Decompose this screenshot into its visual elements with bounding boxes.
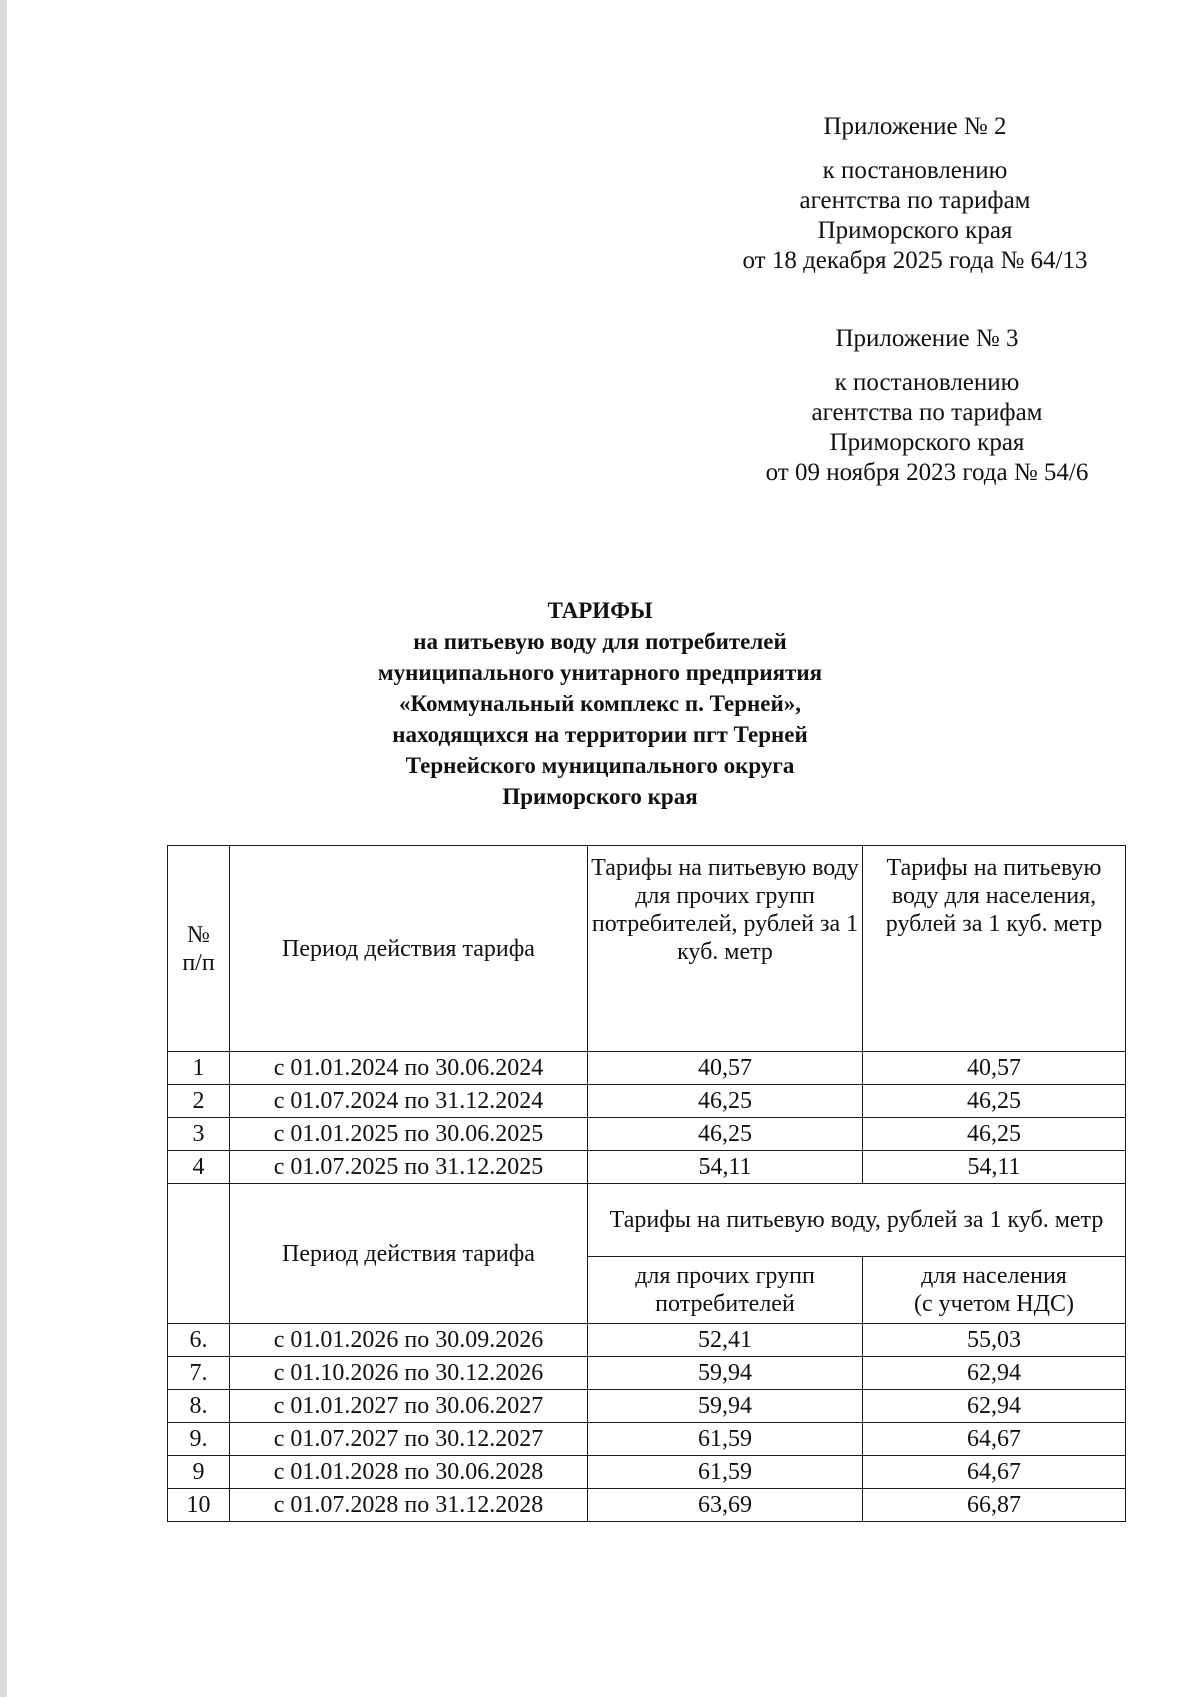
row-others-tariff: 63,69 — [588, 1489, 863, 1522]
row-period: с 01.07.2028 по 31.12.2028 — [230, 1489, 588, 1522]
row-others-tariff: 59,94 — [588, 1390, 863, 1423]
row-population-tariff: 54,11 — [863, 1151, 1126, 1184]
appendix-3-line3: Приморского края — [829, 429, 1025, 456]
appendix-2-line2: агентства по тарифам — [799, 187, 1031, 214]
header2-number-empty — [168, 1184, 230, 1324]
table-row — [168, 1357, 1126, 1390]
row-period: с 01.10.2026 по 30.12.2026 — [230, 1357, 588, 1390]
row-others-tariff: 40,57 — [588, 1052, 863, 1085]
header-others: Тарифы на питьевую воду для прочих групп потребителей, рублей за 1 куб. метр — [588, 846, 863, 1052]
row-period: с 01.07.2024 по 31.12.2024 — [230, 1085, 588, 1118]
title-line3: муниципального унитарного предприятия — [377, 660, 823, 685]
title-line5: находящихся на территории пгт Терней — [392, 722, 808, 747]
appendix-2-label: Приложение № 2 — [823, 113, 1007, 140]
row-population-tariff: 46,25 — [863, 1118, 1126, 1151]
header2-others-line2: потребителей — [655, 1291, 795, 1317]
row-population-tariff: 64,67 — [863, 1423, 1126, 1456]
appendix-2-line4: от 18 декабря 2025 года № 64/13 — [742, 247, 1088, 274]
title-line4: «Коммунальный комплекс п. Терней», — [398, 691, 802, 716]
appendix-3-label: Приложение № 3 — [835, 325, 1019, 352]
row-period: с 01.01.2028 по 30.06.2028 — [230, 1456, 588, 1489]
table-row — [168, 1052, 1126, 1085]
row-number: 10 — [168, 1489, 230, 1522]
header2-population-line1: для населения — [921, 1263, 1067, 1289]
row-population-tariff: 62,94 — [863, 1390, 1126, 1423]
title-line6: Тернейского муниципального округа — [405, 753, 795, 778]
title-line1: ТАРИФЫ — [547, 598, 653, 623]
header2-population-line2: (с учетом НДС) — [914, 1291, 1074, 1317]
header-population: Тарифы на питьевую воду для населения, рублей за 1 куб. метр — [863, 846, 1126, 1052]
table-row — [168, 1151, 1126, 1184]
row-population-tariff: 62,94 — [863, 1357, 1126, 1390]
appendix-3-line2: агентства по тарифам — [811, 399, 1043, 426]
row-number: 2 — [168, 1085, 230, 1118]
appendix-3-line4: от 09 ноября 2023 года № 54/6 — [765, 459, 1089, 486]
table-row — [168, 1423, 1126, 1456]
row-period: с 01.01.2027 по 30.06.2027 — [230, 1390, 588, 1423]
row-period: с 01.01.2024 по 30.06.2024 — [230, 1052, 588, 1085]
table-row — [168, 1118, 1126, 1151]
row-population-tariff: 55,03 — [863, 1324, 1126, 1357]
header2-others — [588, 1257, 863, 1324]
row-others-tariff: 61,59 — [588, 1423, 863, 1456]
appendix-3-line1: к постановлению — [834, 369, 1020, 396]
header-number-line1: № — [187, 921, 210, 948]
row-number: 8. — [168, 1390, 230, 1423]
row-others-tariff: 54,11 — [588, 1151, 863, 1184]
header2-population — [863, 1257, 1126, 1324]
table-row — [168, 1085, 1126, 1118]
appendix-2-block — [700, 112, 1130, 276]
row-number: 9. — [168, 1423, 230, 1456]
row-population-tariff: 46,25 — [863, 1085, 1126, 1118]
row-number: 6. — [168, 1324, 230, 1357]
row-period: с 01.07.2027 по 30.12.2027 — [230, 1423, 588, 1456]
header2-others-line1: для прочих групп — [635, 1263, 815, 1289]
row-others-tariff: 46,25 — [588, 1085, 863, 1118]
row-population-tariff: 64,67 — [863, 1456, 1126, 1489]
row-number: 4 — [168, 1151, 230, 1184]
row-number: 9 — [168, 1456, 230, 1489]
table-row — [168, 1324, 1126, 1357]
row-number: 7. — [168, 1357, 230, 1390]
header-period: Период действия тарифа — [230, 846, 588, 1052]
row-period: с 01.07.2025 по 31.12.2025 — [230, 1151, 588, 1184]
header-number-line2: п/п — [182, 949, 215, 976]
title-line2: на питьевую воду для потребителей — [413, 629, 787, 654]
appendix-2-line3: Приморского края — [817, 217, 1013, 244]
appendix-2-line1: к постановлению — [822, 157, 1008, 184]
table-row — [168, 1489, 1126, 1522]
row-number: 1 — [168, 1052, 230, 1085]
title-line7: Приморского края — [502, 784, 698, 809]
row-period: с 01.01.2026 по 30.09.2026 — [230, 1324, 588, 1357]
row-population-tariff: 40,57 — [863, 1052, 1126, 1085]
scan-edge — [0, 0, 7, 1697]
appendix-3-block — [712, 324, 1142, 488]
table-row — [168, 1456, 1126, 1489]
document-title — [300, 595, 900, 812]
table-row — [168, 1390, 1126, 1423]
row-period: с 01.01.2025 по 30.06.2025 — [230, 1118, 588, 1151]
row-others-tariff: 52,41 — [588, 1324, 863, 1357]
header-number — [168, 846, 230, 1052]
table2-header-row — [168, 1184, 1126, 1257]
row-others-tariff: 46,25 — [588, 1118, 863, 1151]
table1-header-row — [168, 846, 1126, 1052]
row-others-tariff: 61,59 — [588, 1456, 863, 1489]
tariff-table — [167, 845, 1126, 1522]
row-others-tariff: 59,94 — [588, 1357, 863, 1390]
header2-group: Тарифы на питьевую воду, рублей за 1 куб. метр — [588, 1184, 1126, 1257]
header2-period: Период действия тарифа — [230, 1184, 588, 1324]
row-population-tariff: 66,87 — [863, 1489, 1126, 1522]
row-number: 3 — [168, 1118, 230, 1151]
